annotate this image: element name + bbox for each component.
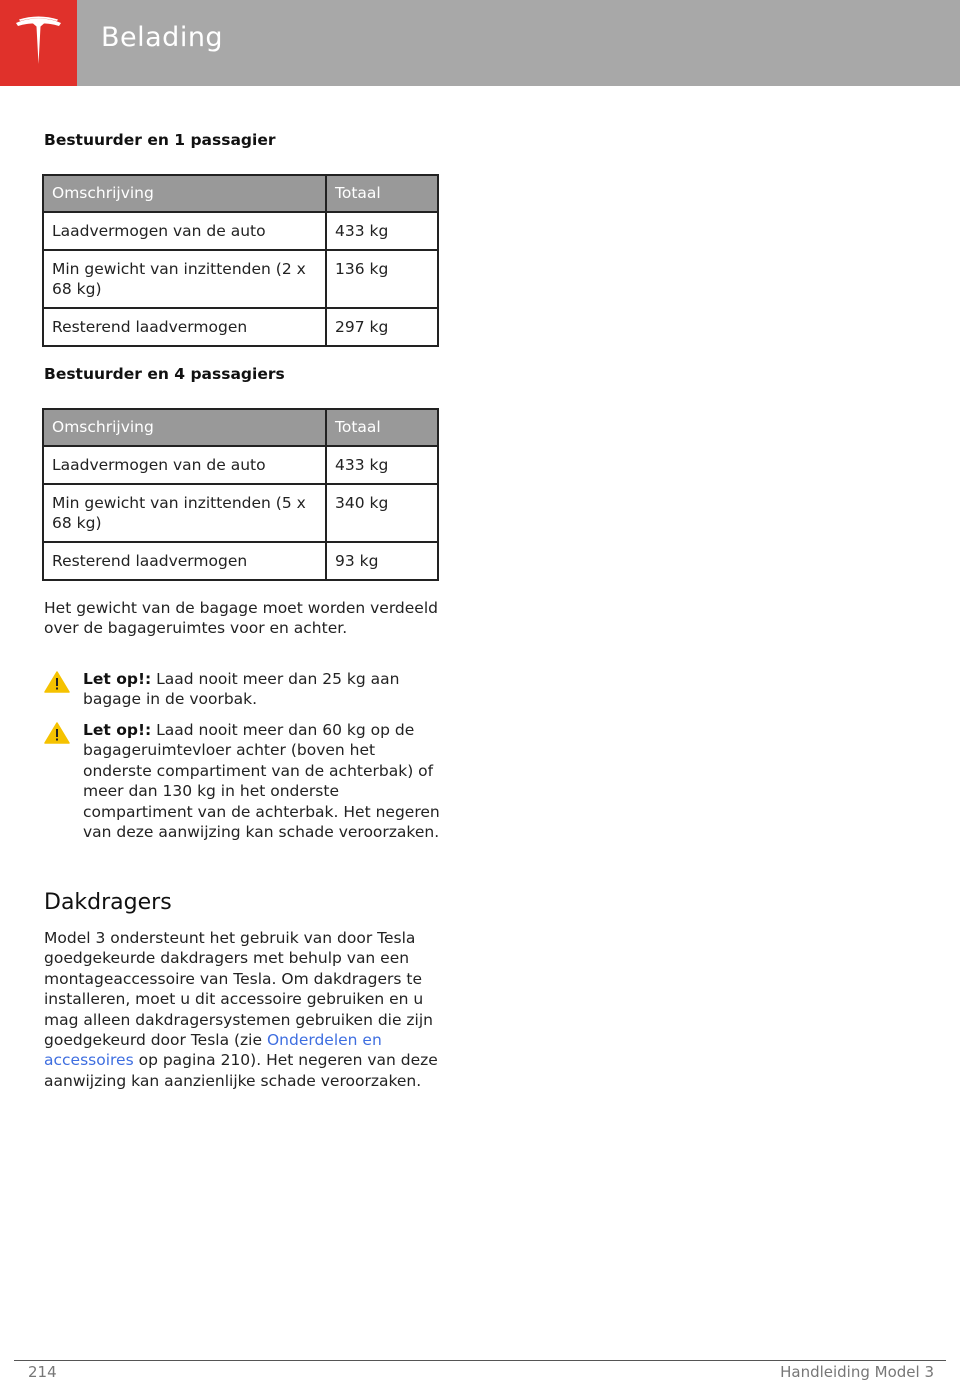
column-header-total: Totaal [326, 409, 438, 446]
row-description: Resterend laadvermogen [43, 308, 326, 346]
warning-label: Let op!: [83, 721, 152, 739]
page-number: 214 [28, 1363, 57, 1381]
footer-divider [14, 1360, 946, 1361]
tesla-logo [0, 0, 77, 86]
row-description: Min gewicht van inzittenden (5 x 68 kg) [43, 484, 326, 542]
row-total: 93 kg [326, 542, 438, 580]
row-total: 433 kg [326, 212, 438, 250]
row-total: 136 kg [326, 250, 438, 308]
load-table-2 [42, 408, 439, 581]
luggage-paragraph: Het gewicht van de bagage moet worden verdeeld over de bagageruimtes voor en achter. [44, 599, 438, 638]
row-total: 297 kg [326, 308, 438, 346]
table-row [43, 212, 438, 250]
dakdragers-text-after: op pagina 210). Het negeren van deze aanwijzing kan aanzienlijke schade veroorzaken. [44, 1051, 438, 1090]
row-description: Min gewicht van inzittenden (2 x 68 kg) [43, 250, 326, 308]
table-row [43, 250, 438, 308]
row-total: 433 kg [326, 446, 438, 484]
page-header [0, 0, 960, 86]
page-title: Belading [101, 22, 224, 53]
dakdragers-text-before: Model 3 ondersteunt het gebruik van door Tesla goedgekeurde dakdragers met behulp van een montageaccessoire van Tesla. Om dakdragers te installeren, moet u dit accessoire gebruiken en u mag alleen dakdragersystemen gebruiken die zijn goedgekeurd door Tesla (zie [44, 929, 433, 1050]
table1-heading: Bestuurder en 1 passagier [44, 131, 276, 149]
dakdragers-paragraph [44, 928, 440, 1091]
row-description: Resterend laadvermogen [43, 542, 326, 580]
row-description: Laadvermogen van de auto [43, 446, 326, 484]
table-header-row [43, 175, 438, 212]
table-header-row [43, 409, 438, 446]
manual-title: Handleiding Model 3 [780, 1363, 934, 1381]
column-header-total: Totaal [326, 175, 438, 212]
warning-label: Let op!: [83, 670, 152, 688]
row-description: Laadvermogen van de auto [43, 212, 326, 250]
warning-body: Laad nooit meer dan 25 kg aan bagage in de voorbak. [83, 670, 400, 709]
table-row [43, 542, 438, 580]
column-header-description: Omschrijving [43, 175, 326, 212]
warning-text [83, 720, 443, 842]
warning-text [83, 669, 443, 710]
table-row [43, 308, 438, 346]
column-header-description: Omschrijving [43, 409, 326, 446]
warning-body: Laad nooit meer dan 60 kg op de bagageruimtevloer achter (boven het onderste compartiment van de achterbak) of meer dan 130 kg in het onderste compartiment van de achterbak. Het negeren van deze aanwijzing kan schade veroorzaken. [83, 721, 440, 842]
warning-triangle-icon [44, 722, 70, 744]
row-total: 340 kg [326, 484, 438, 542]
table2-heading: Bestuurder en 4 passagiers [44, 365, 285, 383]
warning-triangle-icon [44, 671, 70, 693]
table-row [43, 484, 438, 542]
tesla-t-icon [13, 16, 64, 68]
load-table-1 [42, 174, 439, 347]
parts-accessories-link[interactable]: Onderdelen en accessoires [44, 1031, 382, 1070]
table-row [43, 446, 438, 484]
dakdragers-heading: Dakdragers [44, 890, 172, 915]
